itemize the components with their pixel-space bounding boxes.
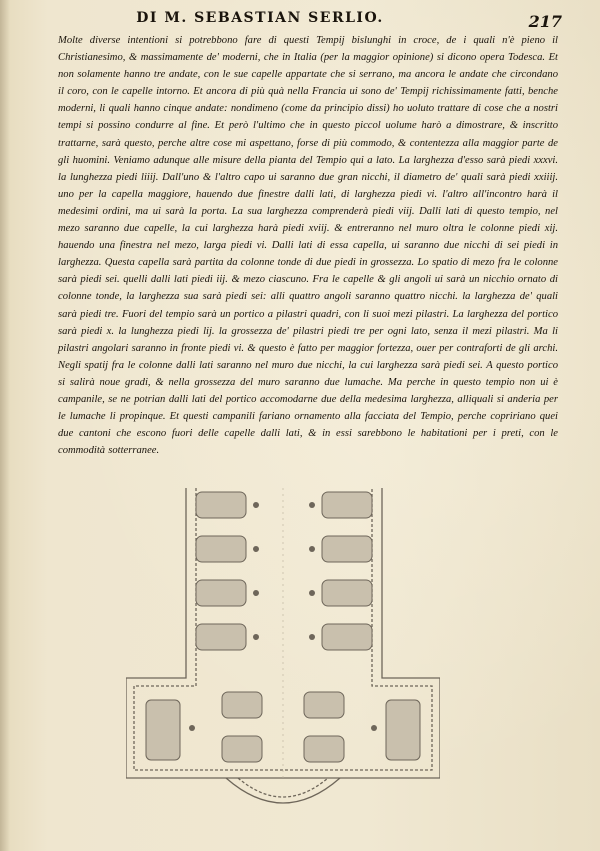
running-head: DI M. SEBASTIAN SERLIO. <box>136 10 384 26</box>
gutter-shadow <box>0 0 10 851</box>
page-number: 217 <box>528 12 562 31</box>
temple-floor-plan <box>126 478 440 838</box>
paragraph: Molte diverse intentioni si potrebbono fare di questi Tempij bislunghi in croce, de i quali n'è pieno il Christianesimo, & massimamente de' moderni, che in Italia (per la maggior opinione) si dicono opera Todesca. Et non solamente hanno tre andate, con le sue capelle appartate che si serrano, ma ancora le andate che circondano il coro, con le capelle intorno. Et ancora di più quà nella Francia ui sono de' Tempij richissimamente fatti, benche moderni, li quali hanno cinque andate: nondimeno (come da principio dissi) ho uoluto trattare di cose che a nostri tempi si possino condurre al fine. Et però l'ultimo che in questo piccol uolume harò a dimostrare, & inscritto trattarne, sarà questo, perche altre cose mi aspettano, forse di più commodo, & contentezza alla maggior parte de gli huomini. Veniamo adunque alle misure della pianta del Tempio qui a lato. La larghezza d'esso sarà piedi xxxvi. la lunghezza piedi liiij. Dall'uno & l'altro capo ui saranno due gran nicchi, il diametro de' quali sarà piedi xxiiij. uno per la capella maggiore, hauendo due finestre dalli lati, di larghezza piedi vi. l'altro all'incontro harà il medesimi ordini, ma ui sarà la porta. La sua larghezza comprenderà piedi viij. Dalli lati di questo tempio, nel mezo saranno due capelle, la cui larghezza harà piedi xviij. & entreranno nel muro oltra le colonne piedi xij. hauendo una finestra nel mezo, larga piedi vi. Dalli lati di essa capella, ui saranno due nicchi di sei piedi in larghezza. Questa capella sarà partita da colonne tonde di due piedi in grossezza. Lo spatio di mezo fra le colonne sarà piedi sei. quelli dalli lati piedi iij. & mezo ciascuno. Fra le capelle & gli angoli ui sarà un nicchio ornato di colonne tonde, la larghezza sua sarà piedi sei: alli quattro angoli saranno quattro nicchi. la larghezza de' quali sarà piedi tre. Fuori del tempio sarà un portico a pilastri quadri, con li suoi mezi pilastri. La larghezza del portico sarà piedi x. la lunghezza piedi lij. la grossezza de' pilastri piedi tre per ogni lato, senza il mezi pilastri. Ma li pilastri angolari saranno in fronte piedi vi. & questo è fatto per maggior fortezza, ouer per contraforti de gli archi. Negli spatij fra le colonne dalli lati saranno nel muro due nicchi, la cui larghezza sarà piedi sei. A questo portico si salirà noue gradi, & nella grossezza del muro saranno due lumache. Ma perche in questo tempio non ui è campanile, se ne potrian dalli lati del portico accomodarne due della medesima larghezza, alliquali si anderia per le lumache li propinque. Et questi campanili fariano ornamento alla facciata del Tempio, perche copririano quei due cantoni che escono fuori delle capelle dalli lati, & in essi sarebbono le habitationi per i preti, con le commodità sotterranee. <box>58 35 558 457</box>
body-text <box>58 32 558 459</box>
